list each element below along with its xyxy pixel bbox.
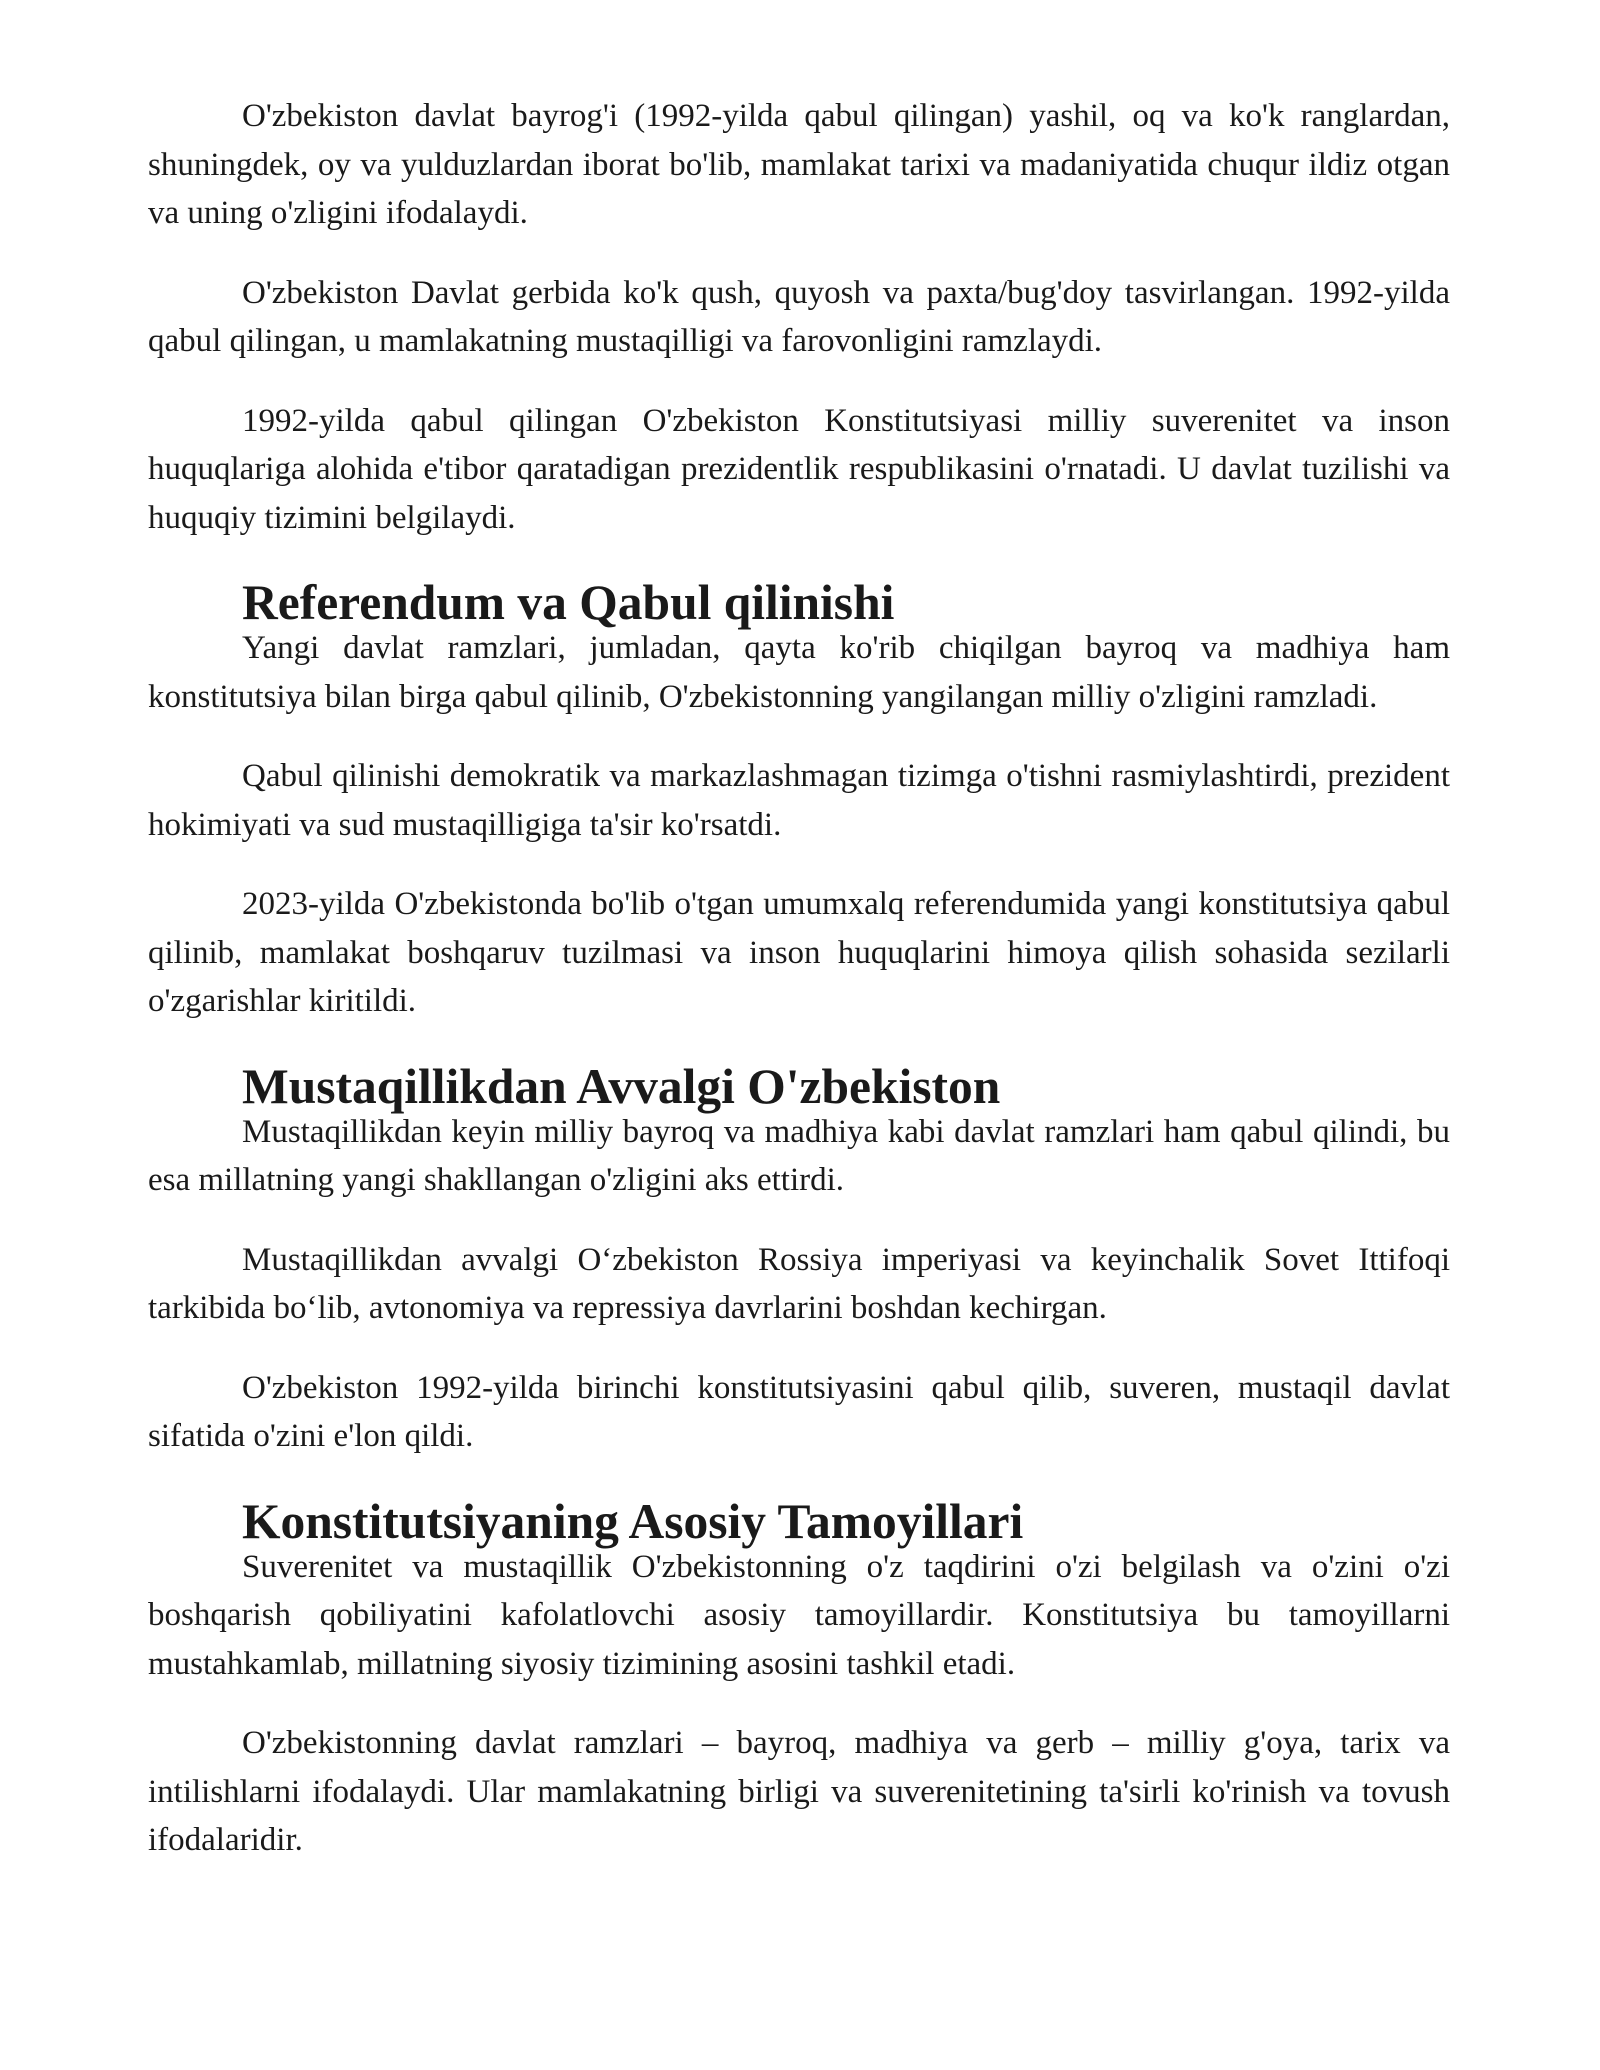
- paragraph-russian-empire: Mustaqillikdan avvalgi O‘zbekiston Rossiya imperiyasi va keyinchalik Sovet Ittifoqi tarkibida bo‘lib, avtonomiya va repressiya davrlarini boshdan kechirgan.: [148, 1241, 1450, 1326]
- document-page: [148, 92, 1450, 1865]
- section-heading-principles: Konstitutsiyaning Asosiy Tamoyillari: [242, 1493, 1024, 1549]
- spacer: [148, 849, 1450, 880]
- spacer: [148, 1333, 1450, 1364]
- paragraph-constitution-1992: 1992-yilda qabul qilingan O'zbekiston Konstitutsiyasi milliy suverenitet va inson huquqlariga alohida e'tibor qaratadigan prezidentlik respublikasini o'rnatadi. U davlat tuzilishi va huquqiy tizimini belgilaydi.: [148, 402, 1450, 536]
- paragraph-new-symbols: Yangi davlat ramzlari, jumladan, qayta ko'rib chiqilgan bayroq va madhiya ham konstitutsiya bilan birga qabul qilinib, O'zbekistonning yangilangan milliy o'zligini ramzladi.: [148, 630, 1450, 715]
- spacer: [148, 366, 1450, 397]
- spacer: [148, 1688, 1450, 1719]
- paragraph-flag: O'zbekiston davlat bayrog'i (1992-yilda qabul qilingan) yashil, oq va ko'k ranglardan, shuningdek, oy va yulduzlardan iborat bo'lib, mamlakat tarixi va madaniyatida chuqur ildiz otgan va uning o'zligini ifodalaydi.: [148, 98, 1450, 231]
- paragraph-first-constitution: O'zbekiston 1992-yilda birinchi konstitutsiyasini qabul qilib, suveren, mustaqil davlat sifatida o'zini e'lon qildi.: [148, 1369, 1450, 1454]
- paragraph-referendum-2023: 2023-yilda O'zbekistonda bo'lib o'tgan umumxalq referendumida yangi konstitutsiya qabul qilinib, mamlakat boshqaruv tuzilmasi va inson huquqlarini himoya qilish sohasida sezilarli o'zgarishlar kiritildi.: [148, 886, 1450, 1019]
- section-heading-pre-independence: Mustaqillikdan Avvalgi O'zbekiston: [242, 1058, 1001, 1114]
- paragraph-adoption: Qabul qilinishi demokratik va markazlashmagan tizimga o'tishni rasmiylashtirdi, prezident hokimiyati va sud mustaqilligiga ta'sir ko'rsatdi.: [148, 758, 1450, 843]
- paragraph-state-symbols: O'zbekistonning davlat ramzlari – bayroq, madhiya va gerb – milliy g'oya, tarix va intilishlarni ifodalaydi. Ular mamlakatning birligi va suverenitetining ta'sirli ko'rinish va tovush ifodalaridir.: [148, 1725, 1450, 1858]
- section-heading-referendum: Referendum va Qabul qilinishi: [242, 575, 895, 630]
- paragraph-coat-of-arms: O'zbekiston Davlat gerbida ko'k qush, quyosh va paxta/bug'doy tasvirlangan. 1992-yilda qabul qilingan, u mamlakatning mustaqilligi va farovonligini ramzlaydi.: [148, 274, 1450, 359]
- spacer: [148, 721, 1450, 752]
- spacer: [148, 238, 1450, 269]
- paragraph-sovereignty: Suverenitet va mustaqillik O'zbekistonning o'z taqdirini o'zi belgilash va o'zini o'zi boshqarish qobiliyatini kafolatlovchi asosiy tamoyillardir. Konstitutsiya bu tamoyillarni mustahkamlab, millatning siyosiy tizimining asosini tashkil etadi.: [148, 1548, 1450, 1682]
- spacer: [148, 1205, 1450, 1236]
- paragraph-post-independence-symbols: Mustaqillikdan keyin milliy bayroq va madhiya kabi davlat ramzlari ham qabul qilindi, bu esa millatning yangi shakllangan o'zligini aks ettirdi.: [148, 1113, 1450, 1198]
